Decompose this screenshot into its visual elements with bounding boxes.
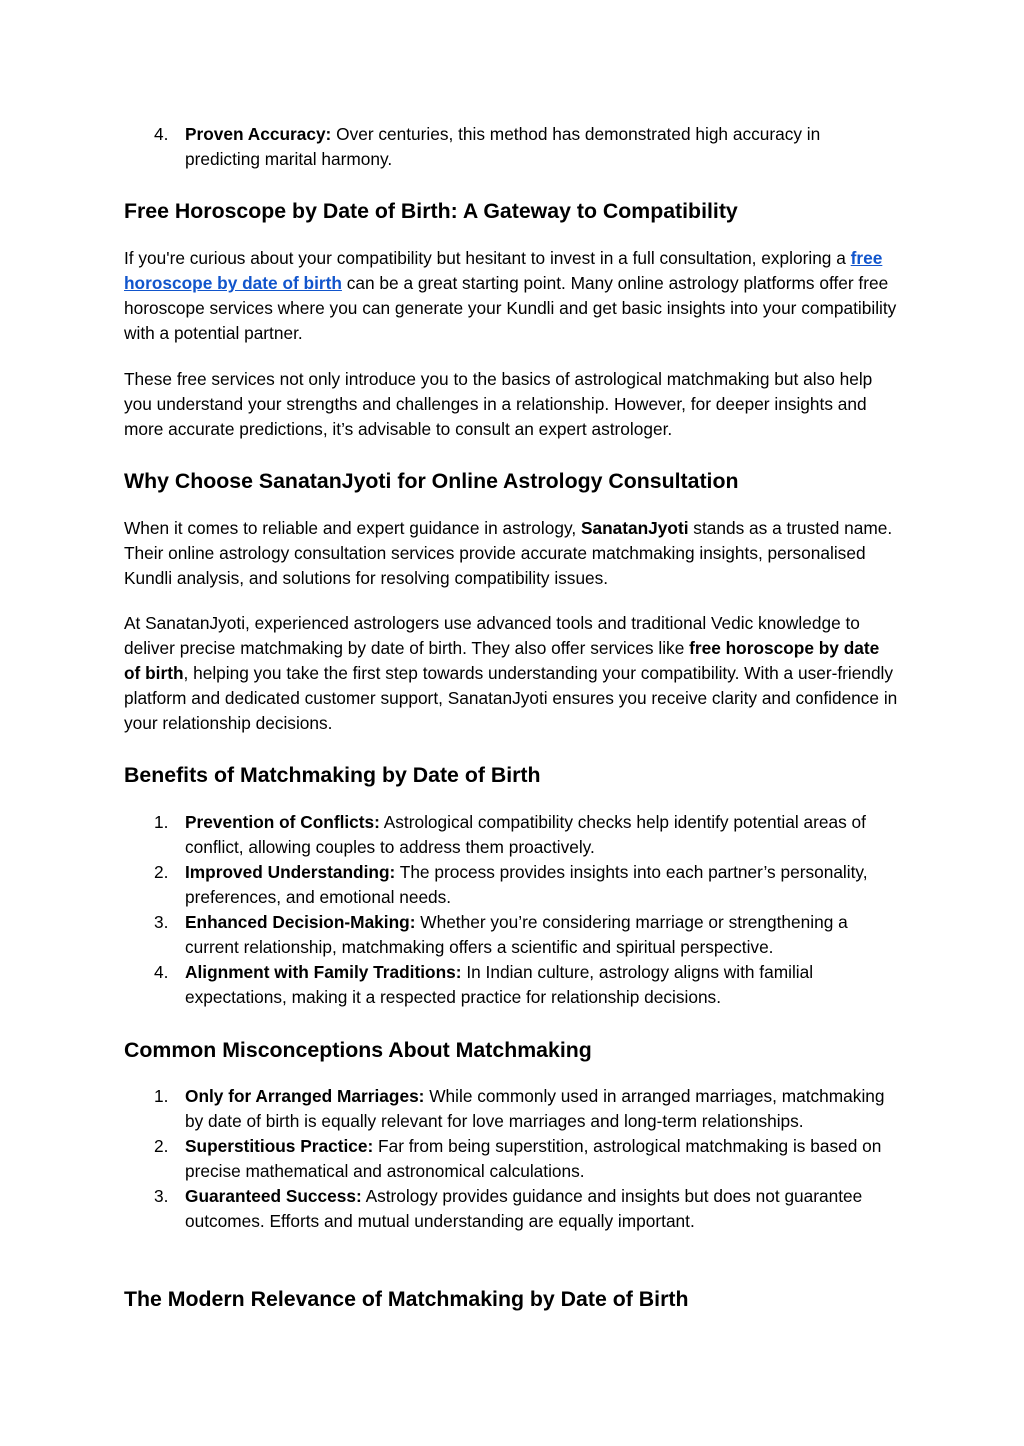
list-number: 4. [154, 124, 169, 144]
intro-list [124, 122, 899, 172]
list-number: 4. [154, 962, 169, 982]
list-item [124, 1134, 899, 1184]
section-heading-benefits: Benefits of Matchmaking by Date of Birth [124, 763, 541, 787]
list-item-label: Only for Arranged Marriages: [185, 1086, 425, 1106]
list-item [124, 960, 899, 1010]
list-item [124, 1084, 899, 1134]
section-heading-misconceptions: Common Misconceptions About Matchmaking [124, 1038, 592, 1062]
list-item-label: Proven Accuracy: [185, 124, 332, 144]
list-item-label: Alignment with Family Traditions: [185, 962, 462, 982]
paragraph-text: can be a great starting point. Many online astrology platforms offer free horoscope services where you can generate your Kundli and get basic insights into your compatibility with a potential partner. [124, 273, 897, 343]
paragraph-text: At SanatanJyoti, experienced astrologers use advanced tools and traditional Vedic knowledge to deliver precise matchmaking by date of birth. They also offer services like [124, 613, 860, 658]
paragraph-why-choose-2 [124, 611, 899, 736]
list-item-label: Improved Understanding: [185, 862, 396, 882]
list-item-text: Astrological compatibility checks help identify potential areas of conflict, allowing couples to address them proactively. [185, 812, 866, 857]
free-horoscope-link[interactable]: free horoscope by date of birth [124, 248, 883, 293]
paragraph-text: When it comes to reliable and expert guidance in astrology, [124, 518, 581, 538]
list-item [124, 910, 899, 960]
list-item-text: In Indian culture, astrology aligns with familial expectations, making it a respected practice for relationship decisions. [185, 962, 814, 1007]
benefits-list [124, 810, 899, 1010]
list-number: 2. [154, 862, 169, 882]
paragraph-text: stands as a trusted name. Their online astrology consultation services provide accurate matchmaking insights, personalised Kundli analysis, and solutions for resolving compatibility issues. [124, 518, 893, 588]
paragraph-free-horoscope-1 [124, 246, 899, 346]
list-item [124, 810, 899, 860]
list-item-text: Astrology provides guidance and insights but does not guarantee outcomes. Efforts and mutual understanding are equally important. [185, 1186, 863, 1231]
list-item-text: Over centuries, this method has demonstrated high accuracy in predicting marital harmony. [185, 124, 821, 169]
list-item [124, 1184, 899, 1234]
list-item-label: Superstitious Practice: [185, 1136, 374, 1156]
misconceptions-list [124, 1084, 899, 1234]
section-heading-free-horoscope: Free Horoscope by Date of Birth: A Gateway to Compatibility [124, 199, 738, 223]
list-item-label: Guaranteed Success: [185, 1186, 362, 1206]
paragraph-text: , helping you take the first step towards understanding your compatibility. With a user-friendly platform and dedicated customer support, SanatanJyoti ensures you receive clarity and confidence in your relationship decisions. [124, 663, 898, 733]
paragraph-why-choose-1 [124, 516, 899, 591]
list-item [124, 860, 899, 910]
list-item [124, 122, 899, 172]
list-item-text: Far from being superstition, astrological matchmaking is based on precise mathematical and astronomical calculations. [185, 1136, 882, 1181]
section-heading-why-choose: Why Choose SanatanJyoti for Online Astrology Consultation [124, 469, 739, 493]
paragraph-text: If you're curious about your compatibility but hesitant to invest in a full consultation, exploring a [124, 248, 851, 268]
list-number: 1. [154, 812, 169, 832]
list-item-text: Whether you’re considering marriage or strengthening a current relationship, matchmaking offers a scientific and spiritual perspective. [185, 912, 848, 957]
list-item-text: The process provides insights into each partner’s personality, preferences, and emotional needs. [185, 862, 868, 907]
list-item-label: Prevention of Conflicts: [185, 812, 380, 832]
list-item-label: Enhanced Decision-Making: [185, 912, 416, 932]
list-item-text: While commonly used in arranged marriages, matchmaking by date of birth is equally relevant for love marriages and long-term relationships. [185, 1086, 885, 1131]
section-heading-modern-relevance: The Modern Relevance of Matchmaking by Date of Birth [124, 1287, 689, 1311]
brand-name: SanatanJyoti [580, 518, 689, 538]
list-number: 3. [154, 1186, 169, 1206]
paragraph-free-horoscope-2: These free services not only introduce you to the basics of astrological matchmaking but also help you understand your strengths and challenges in a relationship. However, for deeper insights and more accurate predictions, it’s advisable to consult an expert astrologer. [124, 369, 873, 439]
list-number: 3. [154, 912, 169, 932]
bold-phrase: free horoscope by date of birth [124, 638, 880, 683]
list-number: 2. [154, 1136, 169, 1156]
list-number: 1. [154, 1086, 169, 1106]
